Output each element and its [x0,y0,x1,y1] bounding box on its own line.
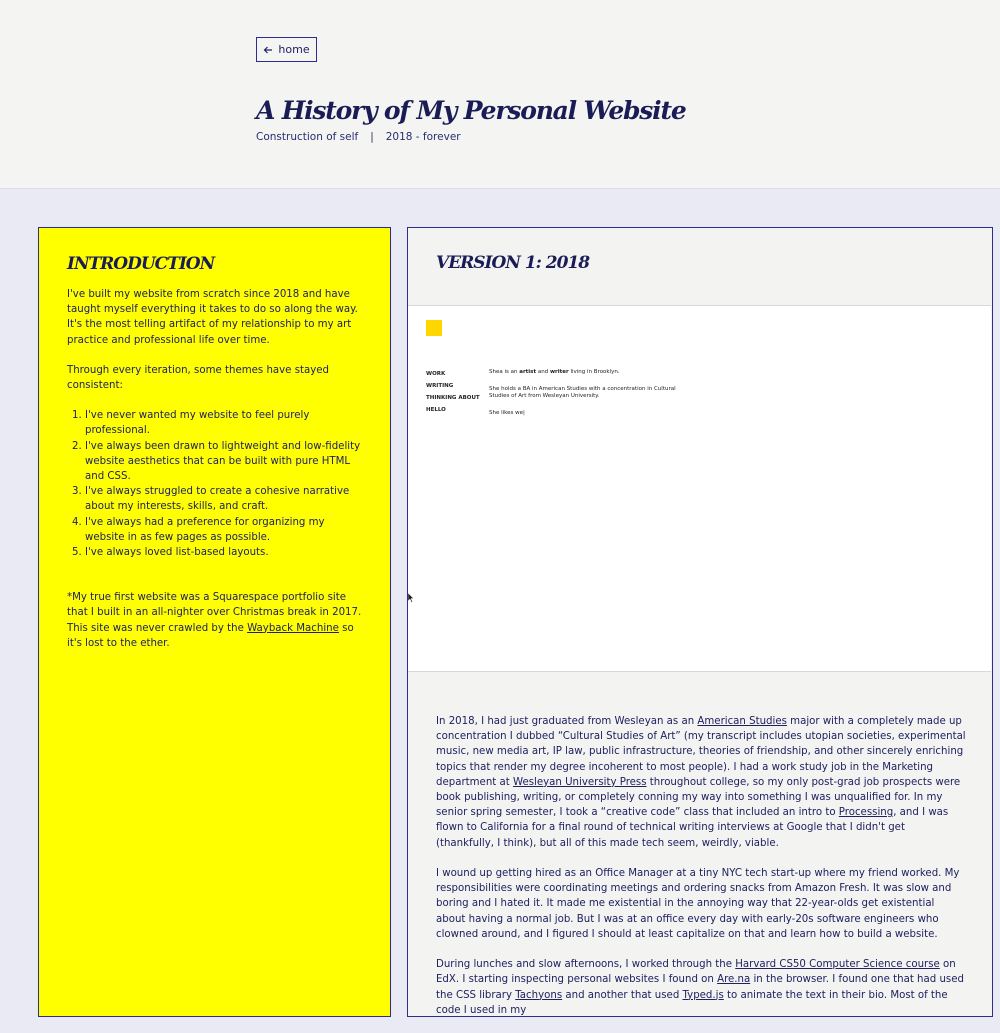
themes-list [67,408,362,560]
processing-link[interactable]: Processing [838,807,894,819]
subtitle-right: 2018 - forever [385,131,461,143]
text: in the browser. I found one that had used the CSS library [436,974,964,1001]
text: major with a completely made up concentration I dubbed “Cultural Studies of Art” (my transcript includes utopian societies, experimental music, new media art, IP law, public infrastructure, theories of friendship, and other sincerely enriching topics that render my degree incoherent to most people). I had a work study job in the Marketing department at [436,716,966,788]
bio-artist: artist [519,369,537,375]
bio-text: and [536,369,550,375]
bio-text: living in Brooklyn. [568,369,620,375]
text: In 2018, I had just graduated from Wesleyan as an [436,716,698,727]
american-studies-link[interactable]: American Studies [697,716,787,727]
website-preview [408,305,991,672]
intro-paragraph-1: I've built my website from scratch since 2018 and have taught myself everything it takes to do so along the way. It's the most telling artifact of my relationship to my art practice and professional life over time. [67,289,358,346]
version-1-panel [407,227,993,1017]
preview-yellow-square [426,320,442,336]
preview-bio [489,369,679,426]
preview-bio-line-1 [489,369,679,377]
arrow-left-icon [263,45,273,55]
v1-paragraph-2: I wound up getting hired as an Office Manager at a tiny NYC tech start-up where my friend worked. My responsibilities were coordinating meetings and ordering snacks from Amazon Fresh. It was slow and boring and I hated it. It made me existential in the annoying way that 22-year-olds get existential about having a normal job. But I was at an office every day with early-20s software engineers who clowned around, and I figured I should at least capitalize on that and learn how to build a website. [436,868,960,940]
list-item: 1. I've never wanted my website to feel purely professional. [85,408,362,438]
page-title: A History of My Personal Website [256,96,686,125]
version-1-title: VERSION 1: 2018 [436,253,590,273]
list-item: 5. I've always loved list-based layouts. [85,545,362,560]
list-item: 2. I've always been drawn to lightweight and low-fidelity website aesthetics that can be built with pure HTML and CSS. [85,439,362,485]
v1-paragraph-3 [436,957,966,1018]
text: throughout college, so my only post-grad job prospects were book publishing, writing, or completely conning my way into something I was unqualified for. In my senior spring semester, I took a “creative code” class that included an intro to [436,776,961,819]
text: and another that used [562,989,683,1001]
home-button[interactable] [256,37,317,62]
mouse-cursor-icon [408,593,414,603]
preview-bio-line-2: She holds a BA in American Studies with a concentration in Cultural Studies of Art from Wesleyan University. [489,385,676,399]
intro-footnote [67,590,362,651]
bio-text: Shea is an [489,369,520,375]
page-header [0,0,1000,189]
text: on EdX. I starting inspecting personal websites I found on [436,959,956,986]
introduction-title: INTRODUCTION [67,254,215,274]
page-subtitle [256,131,461,143]
subtitle-separator: | [370,131,374,143]
home-label: home [278,43,310,56]
footnote-text-end: so it's lost to the ether. [67,622,354,649]
introduction-panel [38,227,391,1017]
text: During lunches and slow afternoons, I worked through the [436,959,736,971]
list-item: 4. I've always had a preference for organizing my website in as few pages as possible. [85,515,362,545]
preview-nav-item: WRITING [426,383,454,389]
typedjs-link[interactable]: Typed.js [682,989,724,1001]
v1-paragraph-1 [436,714,966,851]
wesleyan-press-link[interactable]: Wesleyan University Press [512,776,647,788]
intro-paragraph-2: Through every iteration, some themes have stayed consistent: [67,364,329,392]
arena-link[interactable]: Are.na [717,974,751,986]
list-item: 3. I've always struggled to create a cohesive narrative about my interests, skills, and craft. [85,484,362,514]
text: to animate the text in their bio. Most of the code I used in my [436,989,948,1016]
preview-bio-line-3: She likes we| [489,409,525,416]
text: , and I was flown to California for a final round of technical writing interviews at Google that I didn't get (thankfully, I think), but all of this made tech seem, weirdly, viable. [436,807,949,849]
footnote-text: *My true first website was a Squarespace portfolio site that I built in an all-nighter over Christmas break in 2017. This site was never crawled by the [67,592,362,634]
cs50-link[interactable]: Harvard CS50 Computer Science course [735,959,940,971]
preview-nav-item: HELLO [426,407,446,413]
bio-writer: writer [549,369,569,375]
wayback-machine-link[interactable]: Wayback Machine [247,622,339,634]
tachyons-link[interactable]: Tachyons [515,989,563,1001]
preview-nav-item: WORK [426,371,446,377]
preview-nav [426,371,480,419]
version-1-content [436,714,966,1033]
subtitle-left: Construction of self [256,131,359,143]
preview-nav-item: THINKING ABOUT [426,395,480,401]
